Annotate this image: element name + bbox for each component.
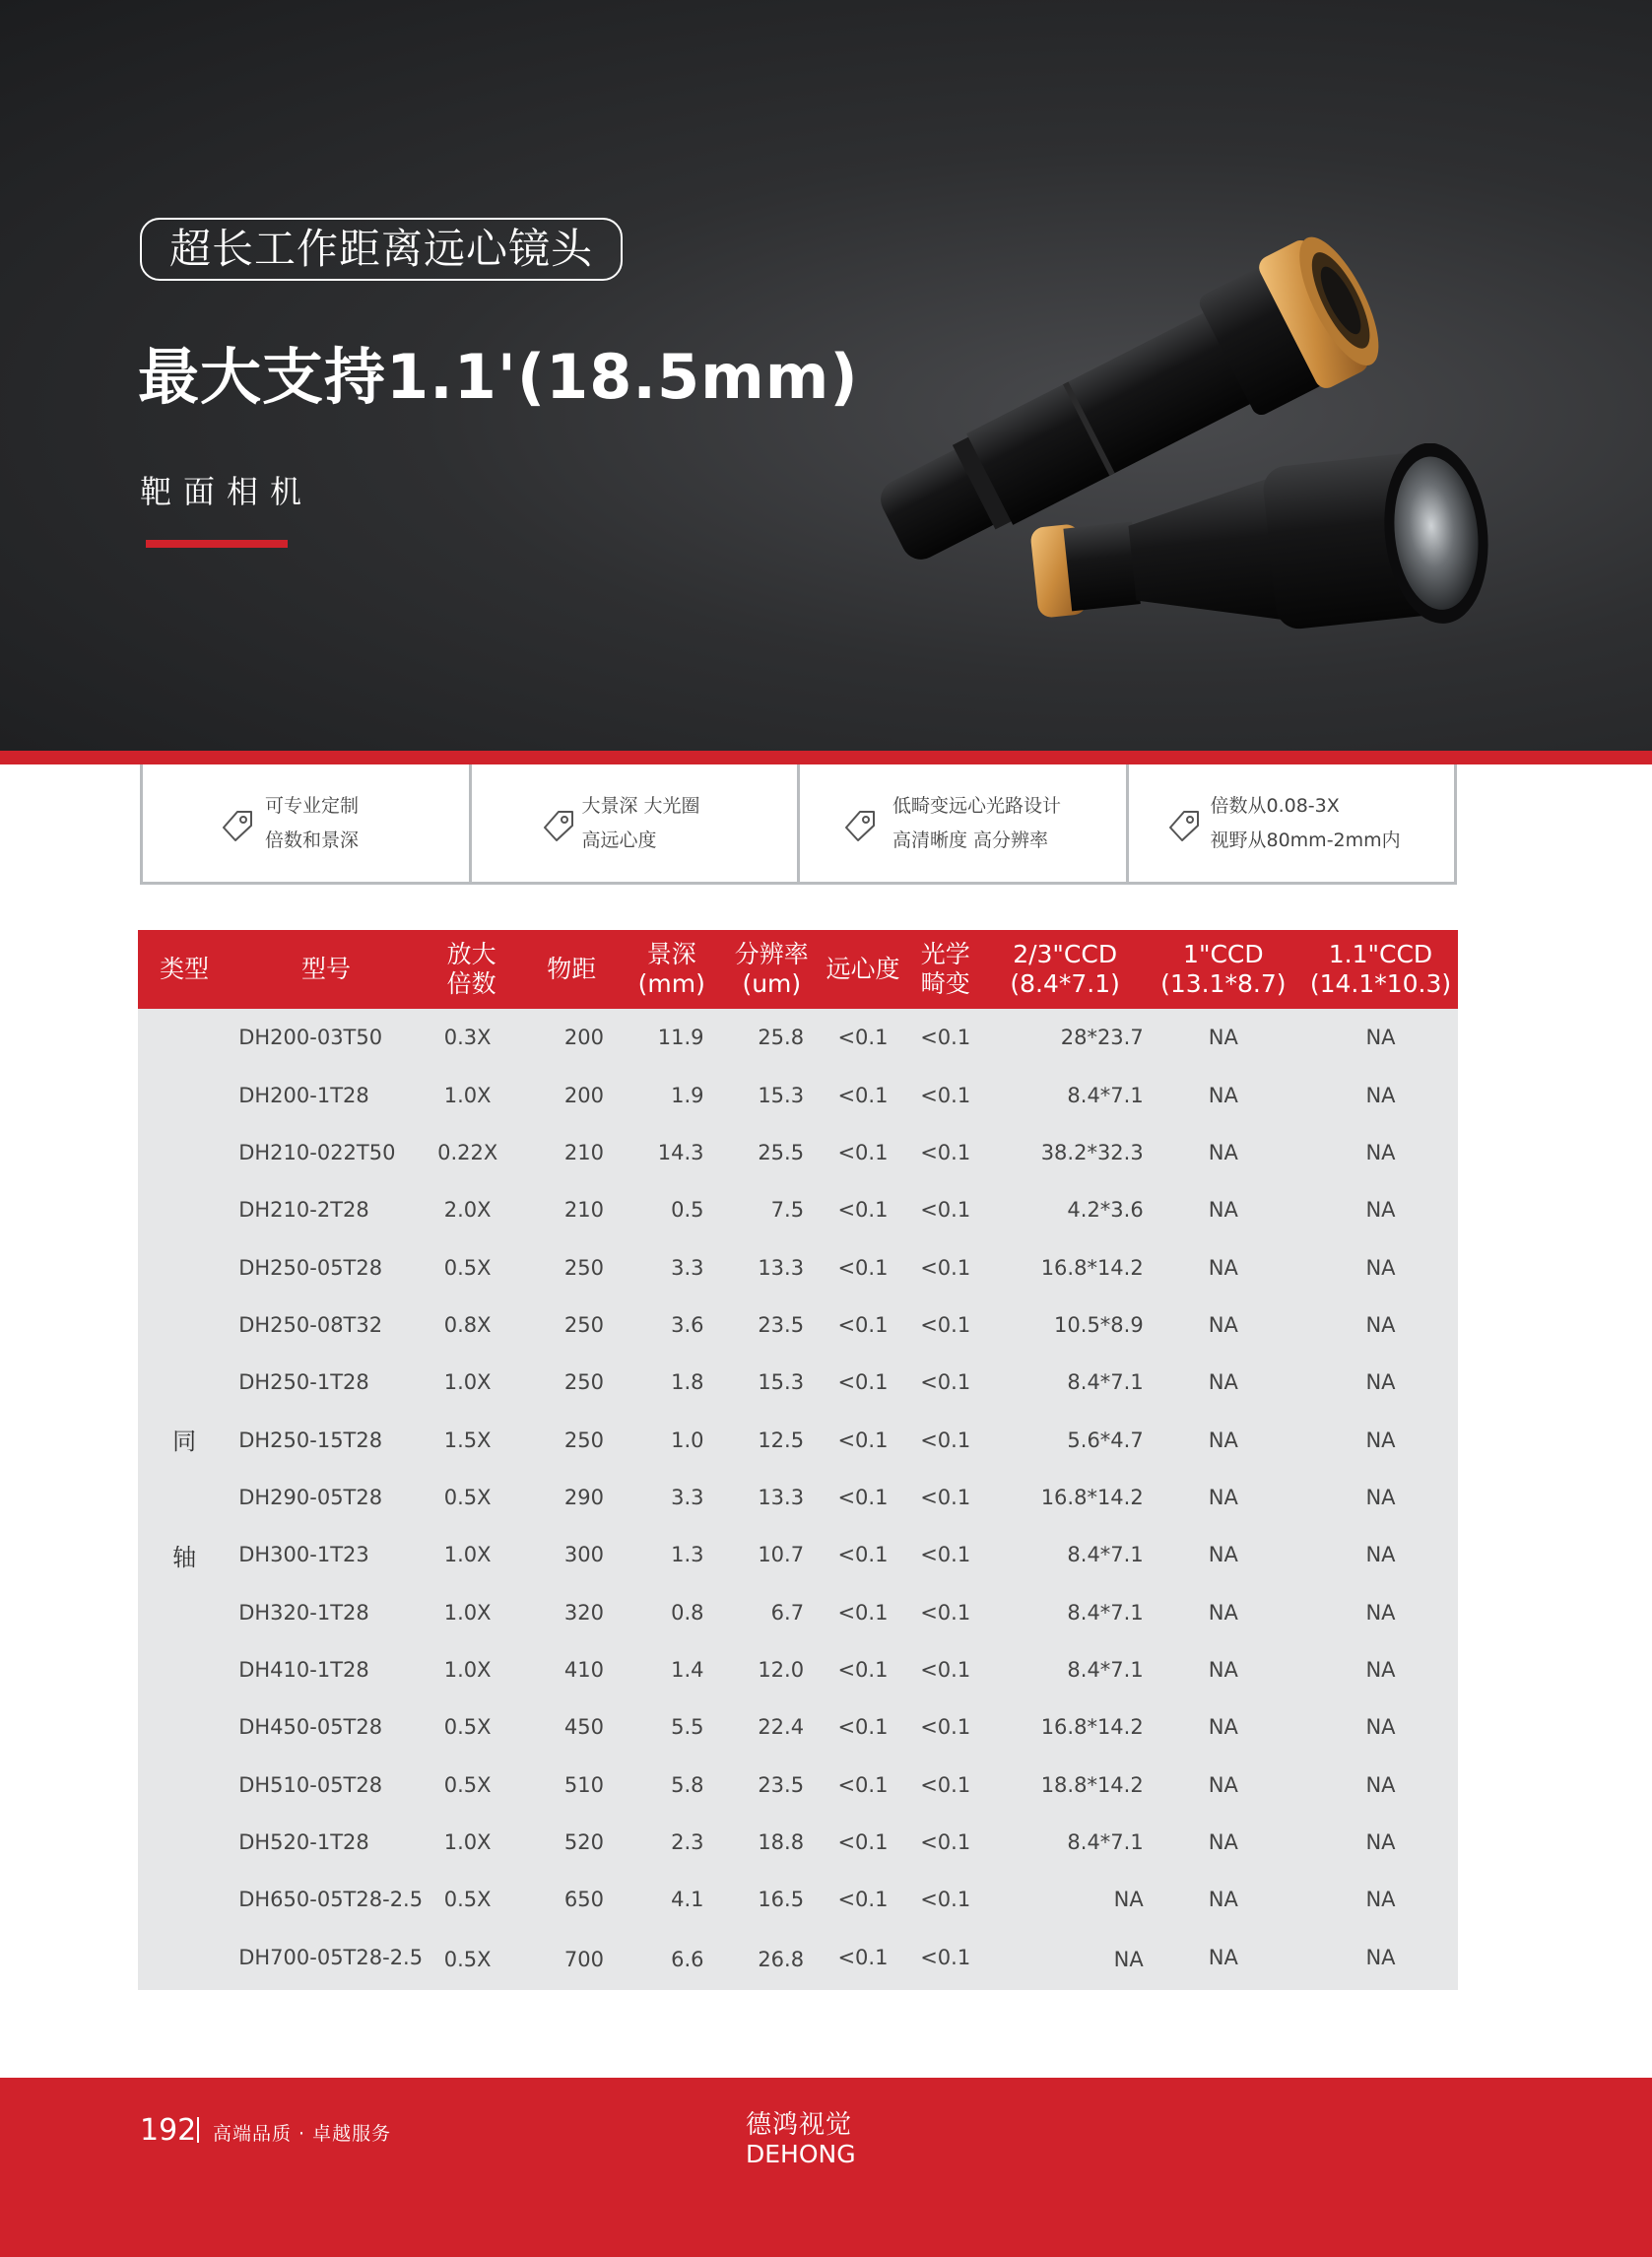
cell-telecentricity: <0.1: [837, 1140, 889, 1164]
footer-slogan: 高端品质 · 卓越服务: [213, 2123, 392, 2145]
cell-ccd-2-3: 18.8*14.2: [1040, 1772, 1144, 1797]
header-magnification: 放大 倍数: [446, 940, 496, 998]
cell-ccd-1-1: NA: [1365, 1083, 1396, 1107]
cell-distortion: <0.1: [920, 1370, 971, 1395]
cell-ccd-1: NA: [1208, 1945, 1238, 1969]
cell-ccd-1-1: NA: [1365, 1370, 1396, 1395]
hero-subtitle: 靶面相机: [140, 473, 314, 510]
cell-magnification: 1.0X: [443, 1370, 492, 1395]
cell-working-distance: 300: [563, 1543, 604, 1567]
cell-ccd-1: NA: [1208, 1600, 1238, 1625]
cell-ccd-1-1: NA: [1365, 1485, 1396, 1509]
cell-ccd-1: NA: [1208, 1829, 1238, 1854]
cell-model: DH250-1T28: [238, 1370, 369, 1395]
feature-item: [472, 764, 801, 882]
cell-working-distance: 250: [563, 1370, 604, 1395]
cell-ccd-2-3: NA: [1113, 1947, 1144, 1971]
feature-line-1: 低畸变远心光路设计: [892, 794, 1062, 817]
cell-ccd-2-3: 8.4*7.1: [1067, 1829, 1144, 1854]
cell-working-distance: 290: [563, 1485, 604, 1509]
cell-magnification: 1.0X: [443, 1600, 492, 1625]
cell-ccd-1-1: NA: [1365, 1600, 1396, 1625]
cell-model: DH210-022T50: [238, 1140, 396, 1164]
cell-depth-of-field: 3.3: [671, 1485, 704, 1509]
cell-model: DH700-05T28-2.5: [238, 1945, 424, 1969]
cell-magnification: 1.0X: [443, 1829, 492, 1854]
cell-model: DH290-05T28: [238, 1485, 383, 1509]
cell-depth-of-field: 1.0: [671, 1427, 704, 1452]
cell-ccd-2-3: 8.4*7.1: [1067, 1657, 1144, 1682]
table-row: [138, 1238, 1458, 1295]
cell-magnification: 1.0X: [443, 1543, 492, 1567]
hero-banner: [0, 0, 1652, 751]
cell-magnification: 0.22X: [437, 1140, 498, 1164]
cell-ccd-1-1: NA: [1365, 1888, 1396, 1912]
cell-distortion: <0.1: [920, 1255, 971, 1280]
cell-ccd-1: NA: [1208, 1370, 1238, 1395]
cell-ccd-1: NA: [1208, 1715, 1238, 1740]
hero-badge: 超长工作距离远心镜头: [140, 218, 623, 281]
page-number: 192: [140, 2113, 197, 2148]
cell-resolution: 22.4: [758, 1715, 805, 1740]
hero-title: 最大支持1.1'(18.5mm): [138, 341, 859, 413]
table-row: [138, 1296, 1458, 1354]
cell-distortion: <0.1: [920, 1083, 971, 1107]
header-distortion: 光学 畸变: [920, 940, 970, 998]
cell-telecentricity: <0.1: [837, 1370, 889, 1395]
cell-magnification: 0.5X: [443, 1715, 492, 1740]
header-model: 型号: [301, 955, 352, 983]
feature-item: [143, 764, 472, 882]
cell-magnification: 1.5X: [443, 1427, 492, 1452]
cell-model: DH650-05T28-2.5: [238, 1888, 424, 1912]
telecentric-lens-short-image: [1024, 443, 1497, 680]
cell-resolution: 12.0: [758, 1657, 805, 1682]
cell-depth-of-field: 4.1: [671, 1888, 704, 1912]
cell-depth-of-field: 1.9: [671, 1083, 704, 1107]
table-row: [138, 1641, 1458, 1698]
cell-depth-of-field: 5.5: [671, 1715, 704, 1740]
cell-telecentricity: <0.1: [837, 1715, 889, 1740]
cell-working-distance: 410: [563, 1657, 604, 1682]
cell-ccd-1-1: NA: [1365, 1829, 1396, 1854]
table-row: [138, 1354, 1458, 1411]
cell-telecentricity: <0.1: [837, 1657, 889, 1682]
header-ccd-1: 1"CCD (13.1*8.7): [1160, 940, 1287, 998]
tag-icon: [541, 808, 576, 843]
cell-model: DH510-05T28: [238, 1772, 383, 1797]
cell-distortion: <0.1: [920, 1312, 971, 1337]
feature-line-2: 高远心度: [581, 829, 657, 851]
cell-model: DH250-05T28: [238, 1255, 383, 1280]
table-row: [138, 1411, 1458, 1468]
cell-ccd-2-3: 28*23.7: [1060, 1026, 1144, 1050]
cell-ccd-2-3: 8.4*7.1: [1067, 1370, 1144, 1395]
cell-depth-of-field: 2.3: [671, 1829, 704, 1854]
cell-magnification: 0.3X: [443, 1026, 492, 1050]
cell-distortion: <0.1: [920, 1715, 971, 1740]
table-row: [138, 1066, 1458, 1123]
cell-working-distance: 200: [563, 1026, 604, 1050]
cell-ccd-1-1: NA: [1365, 1140, 1396, 1164]
cell-depth-of-field: 0.5: [671, 1198, 704, 1223]
cell-telecentricity: <0.1: [837, 1543, 889, 1567]
tag-icon: [842, 808, 878, 843]
cell-model: DH300-1T23: [238, 1543, 369, 1567]
type-label: 轴: [172, 1543, 197, 1571]
cell-ccd-1: NA: [1208, 1083, 1238, 1107]
cell-resolution: 23.5: [758, 1772, 805, 1797]
table-row: [138, 1814, 1458, 1871]
cell-working-distance: 700: [563, 1947, 604, 1971]
cell-ccd-2-3: 8.4*7.1: [1067, 1083, 1144, 1107]
cell-distortion: <0.1: [920, 1140, 971, 1164]
cell-ccd-2-3: 16.8*14.2: [1040, 1485, 1144, 1509]
table-row: [138, 1583, 1458, 1640]
cell-ccd-1: NA: [1208, 1485, 1238, 1509]
cell-distortion: <0.1: [920, 1829, 971, 1854]
cell-type: [138, 1009, 231, 1990]
cell-resolution: 10.7: [758, 1543, 805, 1567]
cell-model: DH410-1T28: [238, 1657, 369, 1682]
spec-table: [138, 930, 1458, 1990]
cell-ccd-2-3: 5.6*4.7: [1067, 1427, 1144, 1452]
cell-ccd-1-1: NA: [1365, 1312, 1396, 1337]
cell-ccd-1: NA: [1208, 1198, 1238, 1223]
cell-depth-of-field: 6.6: [671, 1947, 704, 1971]
cell-telecentricity: <0.1: [837, 1312, 889, 1337]
tag-icon: [220, 808, 255, 843]
cell-magnification: 0.5X: [443, 1772, 492, 1797]
cell-working-distance: 510: [563, 1772, 604, 1797]
cell-model: DH520-1T28: [238, 1829, 369, 1854]
cell-magnification: 0.5X: [443, 1947, 492, 1971]
cell-magnification: 0.5X: [443, 1485, 492, 1509]
cell-distortion: <0.1: [920, 1026, 971, 1050]
cell-depth-of-field: 1.3: [671, 1543, 704, 1567]
cell-depth-of-field: 11.9: [657, 1026, 704, 1050]
feature-item: [800, 764, 1129, 882]
table-row: [138, 1526, 1458, 1583]
cell-distortion: <0.1: [920, 1772, 971, 1797]
table-row: [138, 1469, 1458, 1526]
cell-depth-of-field: 14.3: [657, 1140, 704, 1164]
header-type: 类型: [160, 955, 210, 983]
cell-working-distance: 250: [563, 1427, 604, 1452]
cell-depth-of-field: 0.8: [671, 1600, 704, 1625]
cell-telecentricity: <0.1: [837, 1485, 889, 1509]
cell-ccd-1: NA: [1208, 1026, 1238, 1050]
cell-telecentricity: <0.1: [837, 1829, 889, 1854]
page-footer: [0, 2078, 1652, 2257]
cell-ccd-2-3: 38.2*32.3: [1040, 1140, 1144, 1164]
cell-ccd-2-3: 10.5*8.9: [1054, 1312, 1144, 1337]
cell-model: DH250-08T32: [238, 1312, 383, 1337]
cell-resolution: 26.8: [758, 1947, 805, 1971]
cell-ccd-1: NA: [1208, 1772, 1238, 1797]
cell-model: DH200-03T50: [238, 1026, 383, 1050]
header-depth-of-field: 景深 (mm): [637, 940, 705, 998]
cell-model: DH450-05T28: [238, 1715, 383, 1740]
cell-depth-of-field: 5.8: [671, 1772, 704, 1797]
cell-model: DH200-1T28: [238, 1083, 369, 1107]
spec-table-body: [138, 1009, 1458, 1990]
brand-name-cn: 德鸿视觉: [746, 2110, 853, 2140]
cell-resolution: 7.5: [770, 1198, 805, 1223]
cell-working-distance: 250: [563, 1255, 604, 1280]
cell-telecentricity: <0.1: [837, 1255, 889, 1280]
cell-working-distance: 200: [563, 1083, 604, 1107]
cell-telecentricity: <0.1: [837, 1888, 889, 1912]
cell-magnification: 0.5X: [443, 1255, 492, 1280]
cell-magnification: 2.0X: [443, 1198, 492, 1223]
cell-ccd-1-1: NA: [1365, 1198, 1396, 1223]
cell-model: DH320-1T28: [238, 1600, 369, 1625]
cell-distortion: <0.1: [920, 1543, 971, 1567]
feature-line-1: 大景深 大光圈: [581, 794, 700, 817]
cell-resolution: 15.3: [758, 1370, 805, 1395]
cell-ccd-2-3: 16.8*14.2: [1040, 1255, 1144, 1280]
feature-item: [1129, 764, 1458, 882]
cell-distortion: <0.1: [920, 1427, 971, 1452]
cell-resolution: 25.5: [758, 1140, 805, 1164]
feature-line-1: 可专业定制: [265, 794, 360, 817]
cell-magnification: 1.0X: [443, 1083, 492, 1107]
hero-accent-bar: [146, 540, 288, 548]
hero-divider: [0, 751, 1652, 764]
footer-separator: [197, 2117, 199, 2143]
cell-telecentricity: <0.1: [837, 1600, 889, 1625]
cell-distortion: <0.1: [920, 1945, 971, 1969]
cell-ccd-1: NA: [1208, 1543, 1238, 1567]
cell-distortion: <0.1: [920, 1485, 971, 1509]
table-row: [138, 1756, 1458, 1813]
feature-strip: [140, 764, 1457, 885]
feature-line-2: 倍数和景深: [265, 829, 360, 851]
cell-depth-of-field: 1.4: [671, 1657, 704, 1682]
cell-ccd-1: NA: [1208, 1140, 1238, 1164]
cell-working-distance: 450: [563, 1715, 604, 1740]
tag-icon: [1166, 808, 1202, 843]
cell-ccd-1-1: NA: [1365, 1657, 1396, 1682]
cell-depth-of-field: 3.6: [671, 1312, 704, 1337]
feature-line-2: 视野从80mm-2mm内: [1210, 829, 1401, 851]
cell-resolution: 23.5: [758, 1312, 805, 1337]
cell-ccd-1: NA: [1208, 1657, 1238, 1682]
cell-ccd-2-3: 8.4*7.1: [1067, 1543, 1144, 1567]
cell-ccd-1-1: NA: [1365, 1945, 1396, 1969]
cell-ccd-2-3: 8.4*7.1: [1067, 1600, 1144, 1625]
cell-distortion: <0.1: [920, 1600, 971, 1625]
cell-telecentricity: <0.1: [837, 1198, 889, 1223]
table-header-row: [138, 930, 1458, 1009]
cell-distortion: <0.1: [920, 1198, 971, 1223]
header-ccd-1-1: 1.1"CCD (14.1*10.3): [1309, 940, 1452, 998]
cell-ccd-1: NA: [1208, 1312, 1238, 1337]
table-row: [138, 1929, 1458, 1990]
table-row: [138, 1124, 1458, 1181]
cell-ccd-1-1: NA: [1365, 1543, 1396, 1567]
feature-line-2: 高清晰度 高分辨率: [892, 829, 1049, 851]
cell-working-distance: 320: [563, 1600, 604, 1625]
cell-resolution: 13.3: [758, 1255, 805, 1280]
header-working-distance: 物距: [547, 955, 597, 983]
feature-line-1: 倍数从0.08-3X: [1210, 794, 1340, 817]
cell-working-distance: 250: [563, 1312, 604, 1337]
cell-distortion: <0.1: [920, 1657, 971, 1682]
cell-working-distance: 210: [563, 1198, 604, 1223]
cell-resolution: 13.3: [758, 1485, 805, 1509]
cell-depth-of-field: 1.8: [671, 1370, 704, 1395]
header-telecentricity: 远心度: [826, 955, 900, 983]
cell-magnification: 1.0X: [443, 1657, 492, 1682]
cell-telecentricity: <0.1: [837, 1772, 889, 1797]
table-row: [138, 1181, 1458, 1238]
cell-ccd-1: NA: [1208, 1255, 1238, 1280]
cell-telecentricity: <0.1: [837, 1083, 889, 1107]
cell-telecentricity: <0.1: [837, 1427, 889, 1452]
cell-ccd-1-1: NA: [1365, 1715, 1396, 1740]
type-label: 同: [172, 1427, 197, 1455]
cell-ccd-2-3: 4.2*3.6: [1067, 1198, 1144, 1223]
header-ccd-2-3: 2/3"CCD (8.4*7.1): [1010, 940, 1120, 998]
cell-depth-of-field: 3.3: [671, 1255, 704, 1280]
header-resolution: 分辨率 (um): [734, 940, 809, 998]
cell-ccd-1-1: NA: [1365, 1772, 1396, 1797]
cell-ccd-1: NA: [1208, 1427, 1238, 1452]
cell-working-distance: 650: [563, 1888, 604, 1912]
cell-model: DH250-15T28: [238, 1427, 383, 1452]
cell-ccd-1-1: NA: [1365, 1255, 1396, 1280]
cell-resolution: 15.3: [758, 1083, 805, 1107]
cell-resolution: 25.8: [758, 1026, 805, 1050]
cell-magnification: 0.5X: [443, 1888, 492, 1912]
brand-name-en: DEHONG: [746, 2140, 856, 2168]
cell-ccd-2-3: 16.8*14.2: [1040, 1715, 1144, 1740]
table-row: [138, 1871, 1458, 1928]
cell-telecentricity: <0.1: [837, 1026, 889, 1050]
cell-ccd-2-3: NA: [1113, 1888, 1144, 1912]
cell-magnification: 0.8X: [443, 1312, 492, 1337]
cell-working-distance: 520: [563, 1829, 604, 1854]
cell-telecentricity: <0.1: [837, 1945, 889, 1969]
table-row: [138, 1009, 1458, 1066]
cell-resolution: 18.8: [758, 1829, 805, 1854]
cell-resolution: 6.7: [770, 1600, 805, 1625]
cell-ccd-1-1: NA: [1365, 1026, 1396, 1050]
cell-ccd-1-1: NA: [1365, 1427, 1396, 1452]
table-row: [138, 1698, 1458, 1756]
cell-ccd-1: NA: [1208, 1888, 1238, 1912]
cell-model: DH210-2T28: [238, 1198, 369, 1223]
cell-distortion: <0.1: [920, 1888, 971, 1912]
cell-resolution: 16.5: [758, 1888, 805, 1912]
cell-resolution: 12.5: [758, 1427, 805, 1452]
cell-working-distance: 210: [563, 1140, 604, 1164]
